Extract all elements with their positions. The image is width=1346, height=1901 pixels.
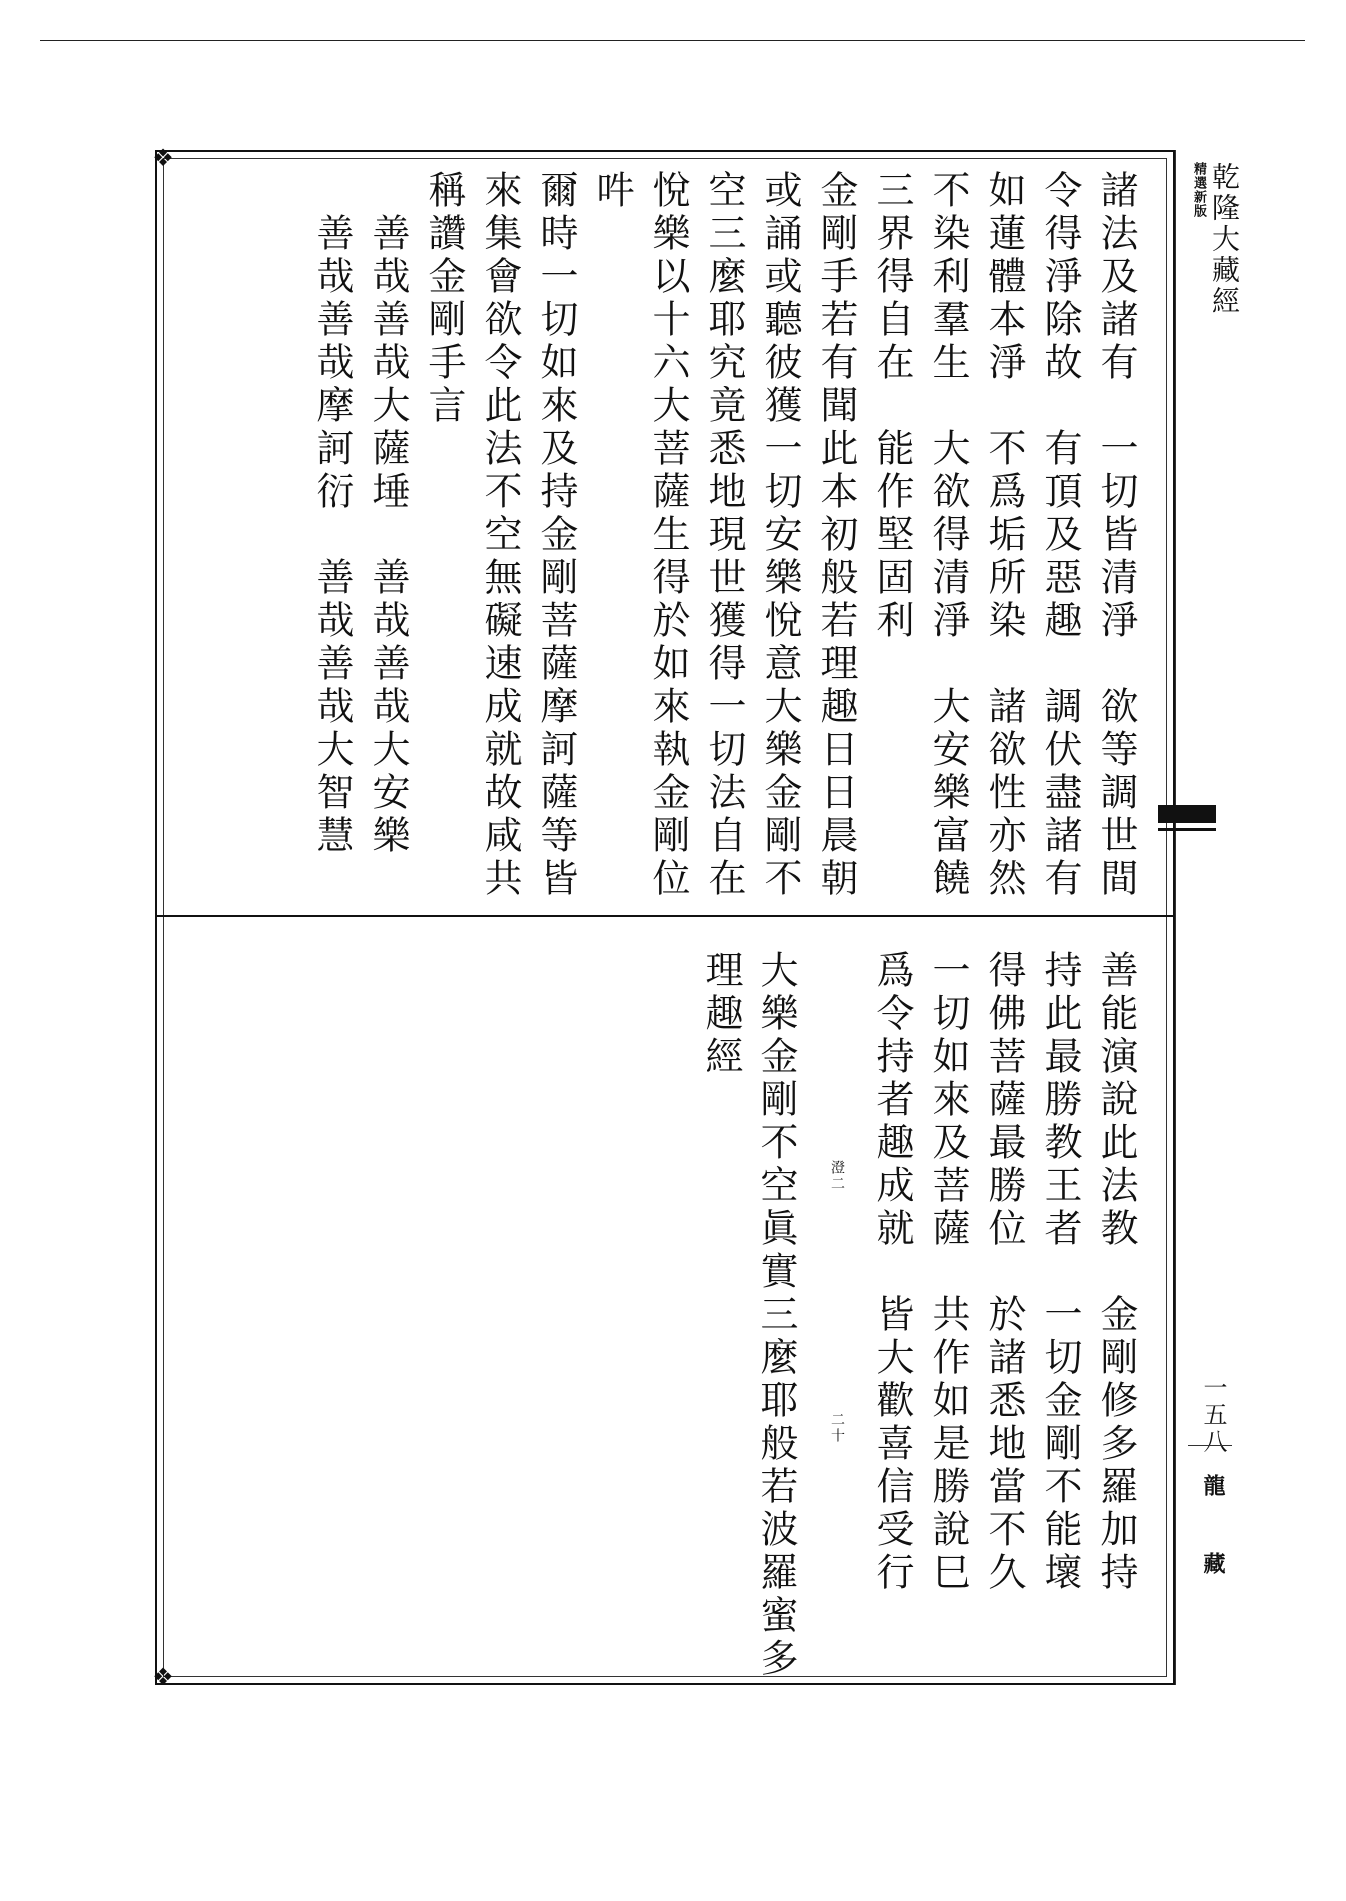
lower-col-3: 得佛菩薩最勝位 於諸悉地當不久 — [982, 950, 1026, 1595]
collection-tag — [1188, 1445, 1232, 1686]
register-divider — [155, 915, 1175, 917]
margin-column — [1175, 150, 1246, 1685]
upper-col-9: 悅樂以十六大菩薩生得於如來執金剛位 — [646, 170, 690, 901]
corner-ornament-icon: ❖ — [152, 144, 174, 172]
corner-ornament-icon: ❖ — [152, 1663, 174, 1691]
upper-col-15: 善哉善哉摩訶衍 善哉善哉大智慧 — [310, 170, 354, 858]
sutra-closing-title: 大樂金剛不空眞實三麼耶般若波羅蜜多 — [754, 950, 798, 1681]
upper-col-10: 吽 — [590, 170, 634, 213]
upper-col-13: 稱讚金剛手言 — [422, 170, 466, 428]
upper-col-8: 空三麼耶究竟悉地現世獲得一切法自在 — [702, 170, 746, 901]
upper-col-12: 來集會欲令此法不空無礙速成就故咸共 — [478, 170, 522, 901]
collation-note-top: 澄二 — [829, 1160, 845, 1192]
upper-col-7: 或誦或聽彼獲一切安樂悅意大樂金剛不 — [758, 170, 802, 901]
page-number: 一五八 — [1199, 1375, 1227, 1456]
upper-col-6: 金剛手若有聞此本初般若理趣日日晨朝 — [814, 170, 858, 901]
upper-col-1: 諸法及諸有 一切皆清淨 欲等調世間 — [1094, 170, 1138, 901]
lower-col-1: 善能演說此法教 金剛修多羅加持 — [1094, 950, 1138, 1595]
upper-col-4: 不染利羣生 大欲得清淨 大安樂富饒 — [926, 170, 970, 901]
lower-col-5: 爲令持者趣成就 皆大歡喜信受行 — [870, 950, 914, 1595]
upper-col-11: 爾時一切如來及持金剛菩薩摩訶薩等皆 — [534, 170, 578, 901]
upper-col-14: 善哉善哉大薩埵 善哉善哉大安樂 — [366, 170, 410, 858]
fold-mark-line — [1158, 828, 1216, 831]
page-frame — [152, 144, 1175, 1691]
upper-col-3: 如蓮體本淨 不爲垢所染 諸欲性亦然 — [982, 170, 1026, 901]
sutra-closing-title-cont: 理趣經 — [699, 950, 743, 1079]
series-title: 乾隆大藏經 — [1208, 162, 1241, 317]
fold-mark — [1158, 805, 1216, 823]
collation-note-bottom: 二十 — [829, 1412, 845, 1444]
collection-label: 龍藏 — [1200, 1474, 1226, 1630]
edition-label: 精選新版 — [1191, 162, 1206, 218]
upper-col-2: 令得淨除故 有頂及惡趣 調伏盡諸有 — [1038, 170, 1082, 901]
lower-col-4: 一切如來及菩薩 共作如是勝說巳 — [926, 950, 970, 1595]
lower-col-2: 持此最勝教王者 一切金剛不能壞 — [1038, 950, 1082, 1595]
upper-col-5: 三界得自在 能作堅固利 — [870, 170, 914, 643]
top-rule — [40, 40, 1305, 41]
